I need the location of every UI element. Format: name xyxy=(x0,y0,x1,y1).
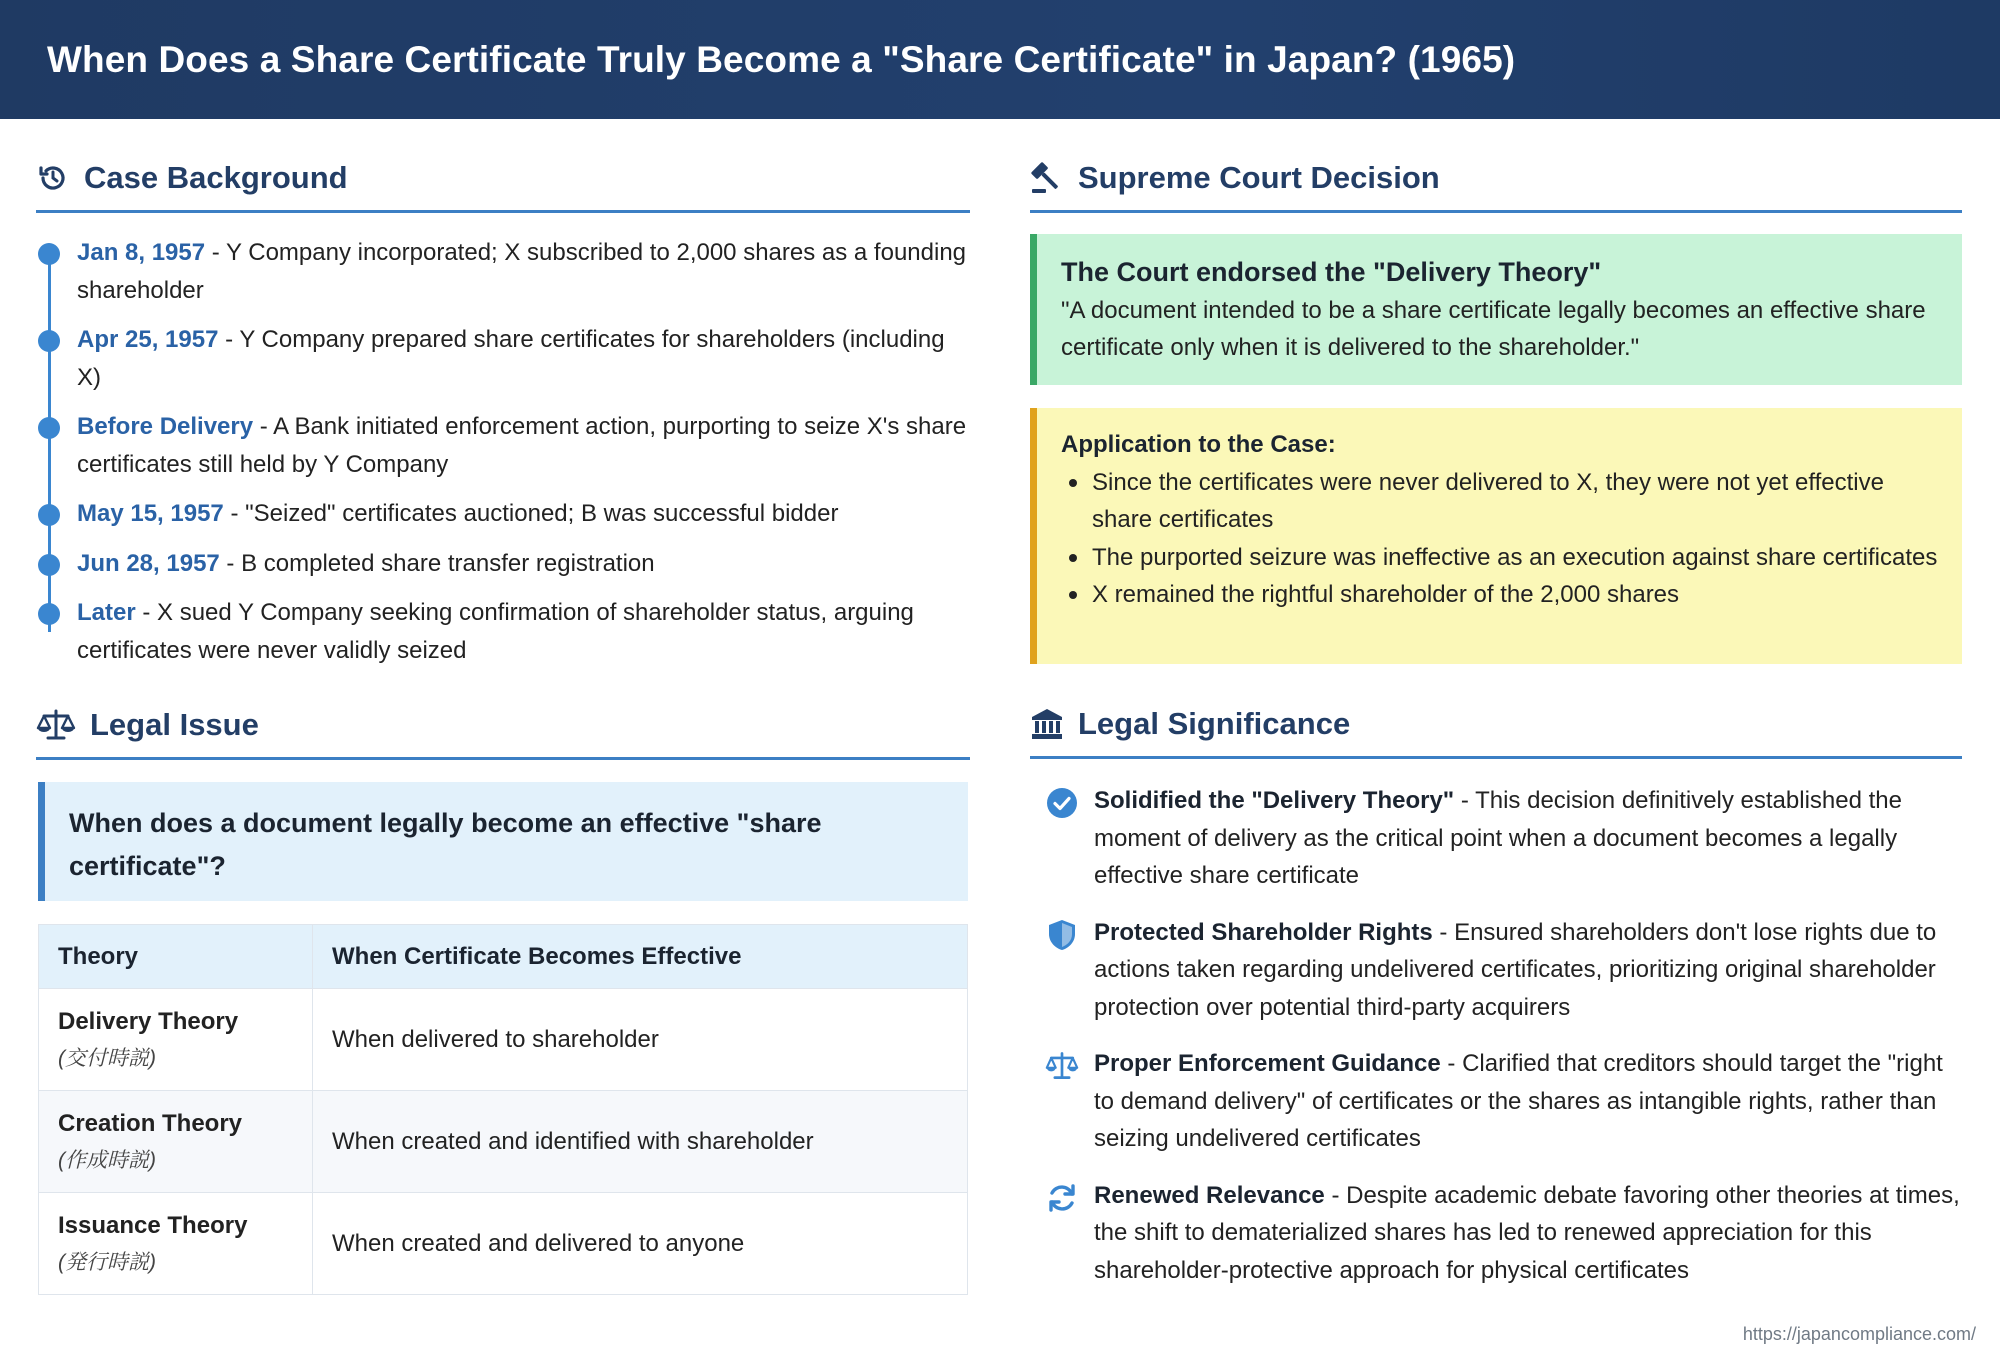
page-header xyxy=(0,0,2000,119)
case-background-heading xyxy=(36,160,970,213)
table-row xyxy=(39,989,968,1091)
application-list xyxy=(1061,464,1938,614)
significance-text: - Clarified that creditors should target the "right to demand delivery" of certificates or the shares as intangible rights, rather than seizing undelivered certificates xyxy=(1094,1050,1943,1152)
legal-question: When does a document legally become an effective "share certificate"? xyxy=(38,782,968,901)
timeline-event xyxy=(36,321,971,396)
application-box xyxy=(1030,408,1962,664)
significance-heading xyxy=(1030,706,1962,759)
timeline-event xyxy=(36,594,971,669)
significance-text: - Despite academic debate favoring other theories at times, the shift to dematerialized shares has led to renewed appreciation for this shareholder-protective approach for physical certificates xyxy=(1094,1181,1960,1284)
timeline-dot xyxy=(38,603,60,625)
theory-japanese: (交付時説) xyxy=(58,1046,156,1070)
list-item: Since the certificates were never delivered to X, they were not yet effective share certificates xyxy=(1061,464,1938,539)
theory-effective-cell: When delivered to shareholder xyxy=(313,989,968,1091)
section-title: Case Background xyxy=(84,160,348,195)
theory-effective-cell: When created and identified with shareholder xyxy=(313,1091,968,1193)
significance-label: Proper Enforcement Guidance xyxy=(1094,1050,1441,1077)
theory-name: Delivery Theory xyxy=(58,1007,239,1035)
shield-icon xyxy=(1045,918,1079,952)
decision-heading xyxy=(1030,160,1962,213)
event-text: - B completed share transfer registration xyxy=(219,549,655,577)
event-text: - Y Company prepared share certificates for shareholders (including X) xyxy=(77,326,945,391)
significance-label: Protected Shareholder Rights xyxy=(1094,918,1433,946)
timeline-event xyxy=(36,545,971,583)
theory-japanese: (作成時説) xyxy=(58,1148,156,1172)
institution-icon xyxy=(1030,707,1064,741)
theory-name: Creation Theory xyxy=(58,1109,243,1137)
balance-icon xyxy=(1045,1049,1079,1083)
table-header-row xyxy=(39,925,968,989)
legal-issue-heading xyxy=(36,707,970,760)
event-date: May 15, 1957 xyxy=(77,500,224,527)
theory-table xyxy=(38,924,968,1295)
significance-list xyxy=(1042,782,1967,1308)
section-title: Legal Significance xyxy=(1078,706,1351,741)
event-text: - X sued Y Company seeking confirmation of shareholder status, arguing certificates were never validly seized xyxy=(77,599,914,664)
timeline-event xyxy=(36,408,971,483)
source-url[interactable]: https://japancompliance.com/ xyxy=(1742,1324,1976,1344)
timeline-dot xyxy=(38,330,60,352)
scale-icon xyxy=(36,708,76,742)
timeline-dot xyxy=(38,504,60,526)
theory-name-cell xyxy=(39,1091,313,1193)
significance-label: Solidified the "Delivery Theory" xyxy=(1094,787,1455,814)
holding-box xyxy=(1030,234,1962,385)
section-title: Supreme Court Decision xyxy=(1078,160,1440,195)
event-date: Jan 8, 1957 xyxy=(77,239,206,266)
theory-name: Issuance Theory xyxy=(58,1211,248,1239)
significance-label: Renewed Relevance xyxy=(1094,1181,1325,1209)
case-timeline xyxy=(36,234,971,681)
event-text: - A Bank initiated enforcement action, purporting to seize X's share certificates still held by Y Company xyxy=(77,413,967,478)
holding-quote: "A document intended to be a share certificate legally becomes an effective share certificate only when it is delivered to the shareholder." xyxy=(1061,296,1926,361)
timeline-dot xyxy=(38,243,60,265)
significance-text: - Ensured shareholders don't lose rights due to actions taken regarding undelivered certificates, prioritizing original shareholder protection over potential third-party acquirers xyxy=(1094,918,1937,1021)
timeline-event xyxy=(36,495,971,533)
table-row xyxy=(39,1193,968,1295)
table-row xyxy=(39,1091,968,1193)
timeline-dot xyxy=(38,417,60,439)
refresh-icon xyxy=(1045,1181,1079,1215)
significance-item xyxy=(1042,782,1967,895)
timeline-event xyxy=(36,234,971,309)
event-text: - "Seized" certificates auctioned; B was successful bidder xyxy=(223,500,839,527)
theory-effective-cell: When created and delivered to anyone xyxy=(313,1193,968,1295)
theory-name-cell xyxy=(39,1193,313,1295)
timeline-dot xyxy=(38,554,60,576)
event-date: Later xyxy=(77,599,136,626)
gavel-icon xyxy=(1030,161,1064,195)
theory-name-cell xyxy=(39,989,313,1091)
significance-text: - This decision definitively established the moment of delivery as the critical point when a document becomes a legally effective share certificate xyxy=(1094,787,1902,889)
theory-japanese: (発行時説) xyxy=(58,1250,156,1274)
list-item: X remained the rightful shareholder of the 2,000 shares xyxy=(1061,576,1938,614)
history-icon xyxy=(36,161,70,195)
event-text: - Y Company incorporated; X subscribed to 2,000 shares as a founding shareholder xyxy=(77,239,967,304)
significance-item xyxy=(1042,1045,1967,1158)
page-title: When Does a Share Certificate Truly Become a "Share Certificate" in Japan? (1965) xyxy=(47,38,1516,80)
event-date: Before Delivery xyxy=(77,413,254,440)
list-item: The purported seizure was ineffective as an execution against share certificates xyxy=(1061,539,1938,577)
significance-item xyxy=(1042,914,1967,1027)
holding-title: The Court endorsed the "Delivery Theory" xyxy=(1061,257,1602,287)
event-date: Apr 25, 1957 xyxy=(77,326,219,353)
significance-item xyxy=(1042,1177,1967,1290)
section-title: Legal Issue xyxy=(90,707,259,742)
event-date: Jun 28, 1957 xyxy=(77,549,220,577)
check-circle-icon xyxy=(1045,786,1079,820)
application-title: Application to the Case: xyxy=(1061,431,1336,458)
column-header: Theory xyxy=(39,925,313,989)
column-header: When Certificate Becomes Effective xyxy=(313,925,968,989)
